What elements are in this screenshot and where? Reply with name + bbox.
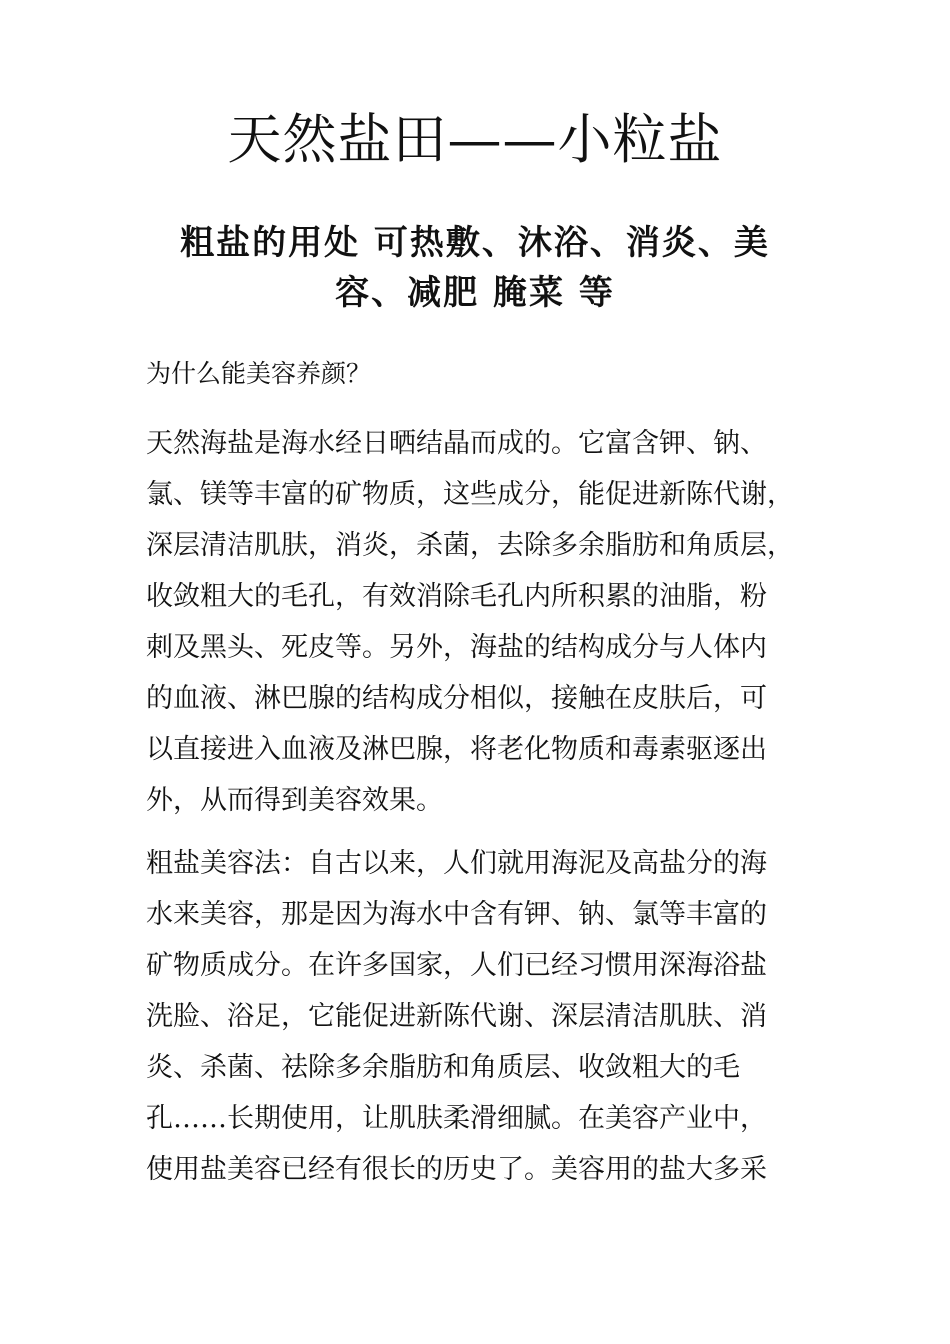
paragraph-line: 天然海盐是海水经日晒结晶而成的。它富含钾、钠、 [146, 428, 767, 459]
paragraph-beauty-method [146, 838, 806, 1195]
paragraph-line: 使用盐美容已经有很长的历史了。美容用的盐大多采 [146, 1154, 767, 1185]
subtitle-line: 粗盐的用处 可热敷、沐浴、消炎、美 [180, 223, 770, 263]
paragraph-line: 刺及黑头、死皮等。另外，海盐的结构成分与人体内 [146, 632, 767, 663]
paragraph-line: 洗脸、浴足，它能促进新陈代谢、深层清洁肌肤、消 [146, 1001, 767, 1032]
paragraph-line: 水来美容，那是因为海水中含有钾、钠、氯等丰富的 [146, 899, 767, 930]
paragraph-line: 粗盐美容法：自古以来，人们就用海泥及高盐分的海 [146, 848, 767, 879]
paragraph-line: 收敛粗大的毛孔，有效消除毛孔内所积累的油脂，粉 [146, 581, 767, 612]
paragraph-line: 孔……长期使用，让肌肤柔滑细腻。在美容产业中， [146, 1103, 767, 1134]
document-title: 天然盐田——小粒盐 [227, 108, 723, 171]
paragraph-line: 矿物质成分。在许多国家，人们已经习惯用深海浴盐 [146, 950, 767, 981]
section-question: 为什么能美容养颜？ [146, 359, 372, 388]
document-subtitle [145, 218, 805, 318]
paragraph-line: 氯、镁等丰富的矿物质，这些成分，能促进新陈代谢， [146, 479, 794, 510]
subtitle-line: 容、减肥 腌菜 等 [335, 273, 615, 313]
paragraph-line: 深层清洁肌肤，消炎，杀菌，去除多余脂肪和角质层， [146, 530, 794, 561]
paragraph-sea-salt [146, 418, 806, 826]
paragraph-line: 外，从而得到美容效果。 [146, 785, 443, 816]
paragraph-line: 的血液、淋巴腺的结构成分相似，接触在皮肤后，可 [146, 683, 767, 714]
paragraph-line: 炎、杀菌、祛除多余脂肪和角质层、收敛粗大的毛 [146, 1052, 740, 1083]
paragraph-line: 以直接进入血液及淋巴腺，将老化物质和毒素驱逐出 [146, 734, 767, 765]
